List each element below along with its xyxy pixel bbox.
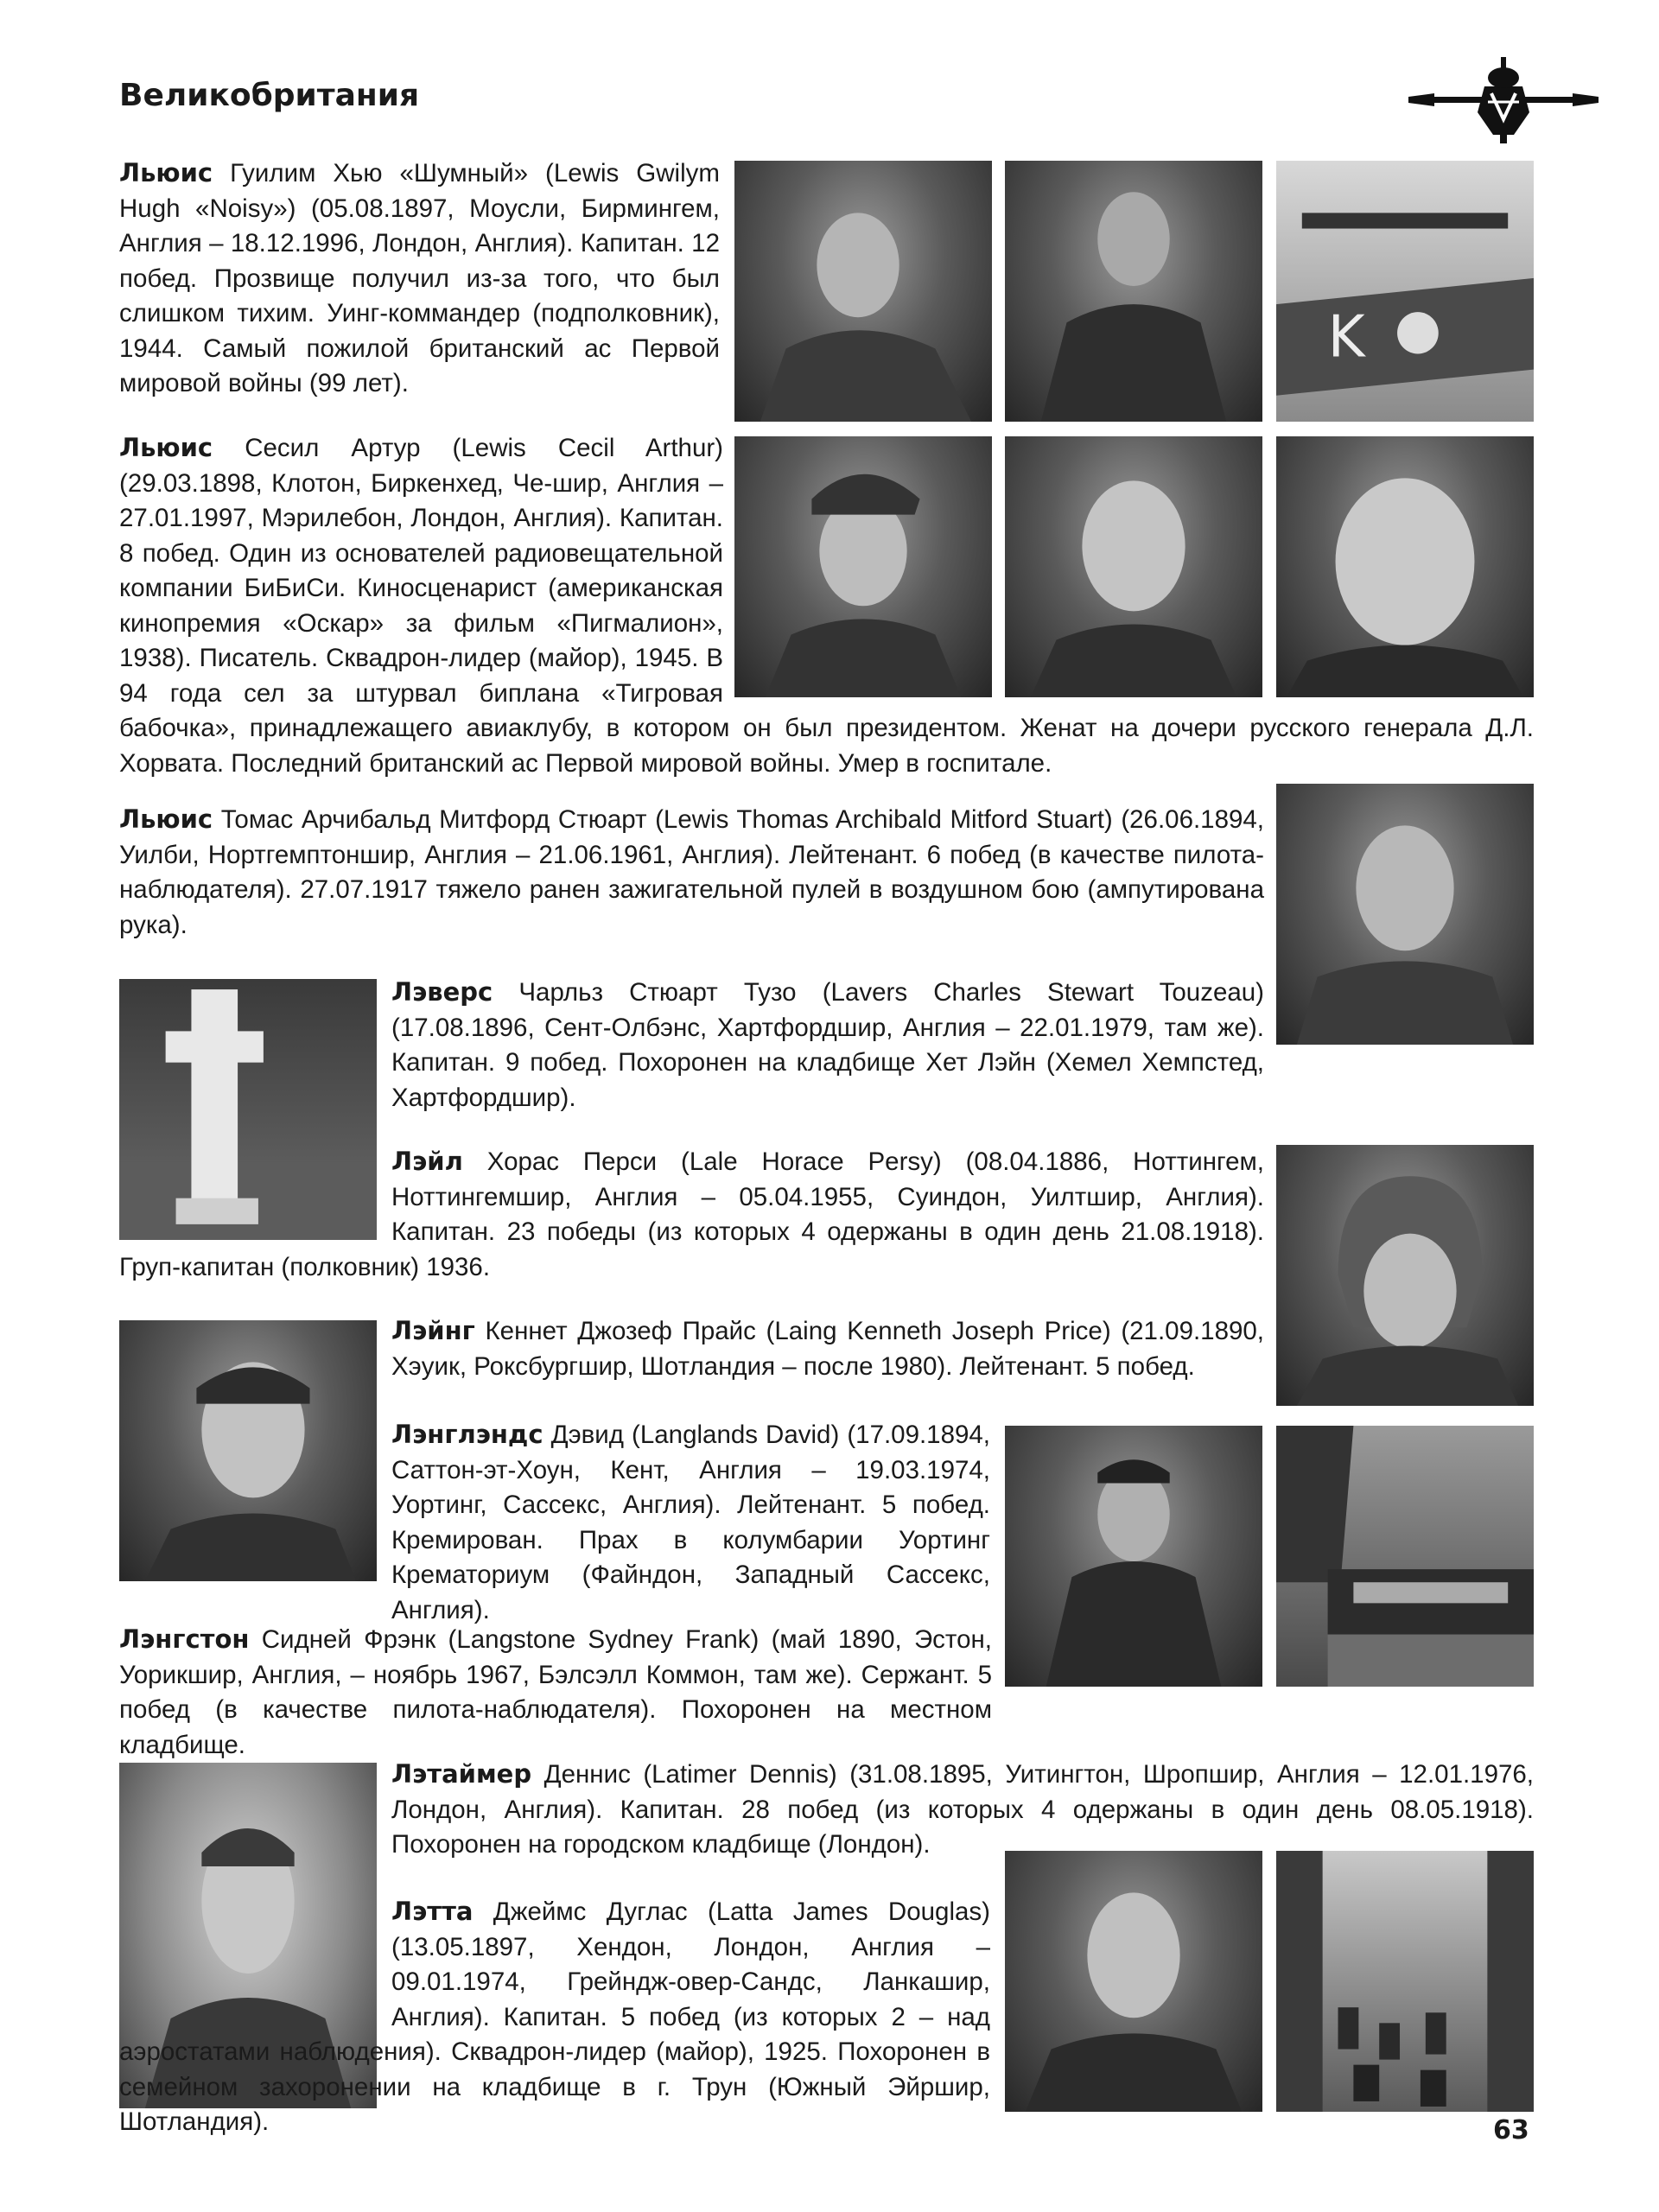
bio-surname: Лэтаймер xyxy=(391,1759,532,1789)
bio-text: Деннис (Latimer Dennis) (31.08.1895, Уитингтон, Шропшир, Англия – 12.01.1976, Лондон, Англия). Капитан. 28 побед (из которых 4 одержаны в один день 08.05.1918). Похоронен на городском кладбище (Лондон). xyxy=(391,1760,1534,1859)
page-number: 63 xyxy=(1493,2115,1529,2145)
bio-text: Гуилим Хью «Шумный» (Lewis Gwilym Hugh «Noisy») (05.08.1897, Моусли, Бирмингем, Англия – 18.12.1996, Лондон, Англия). Капитан. 12 побед. Прозвище получил из-за того, что был слишком тихим. Уинг-коммандер (подполковник), 1944. Самый пожилой британский ас Первой мировой войны (99 лет). xyxy=(119,159,720,397)
bio-text: Джеймс Дуглас (Latta James Douglas) (13.05.1897, Хендон, Лондон, Англия – 09.01.1974, Грейндж-овер-Сандс, Ланкашир, Англия). Капитан. 5 побед (из которых 2 – над аэростатами наблюдения). Сквадрон-лидер (майор), 1925. Похоронен в семейном захоронении на кладбище в г. Трун (Южный Эйршир, Шотландия). xyxy=(119,1897,990,2136)
photo-elderly-lewis-cecil xyxy=(1276,436,1534,697)
bio-entry-laing xyxy=(391,1313,1264,1384)
bio-surname: Льюис xyxy=(119,158,213,188)
photo-portrait-latta xyxy=(1005,1851,1262,2112)
photo-portrait-lewis-thomas xyxy=(1276,784,1534,1045)
bio-text: Чарльз Стюарт Тузо (Lavers Charles Stewart Touzeau) (17.08.1896, Сент-Олбэнс, Хартфордшир, Англия – 22.01.1979, там же). Капитан. 9 побед. Похоронен на кладбище Хет Лэйн (Хемел Хемпстед, Хартфордшир). xyxy=(391,978,1264,1112)
bio-surname: Лэнгстон xyxy=(119,1624,250,1654)
bio-entry-langstone xyxy=(119,1622,992,1763)
bio-surname: Льюис xyxy=(119,433,213,462)
photo-flying-helmet-lale xyxy=(1276,1145,1534,1406)
biplane-emblem-icon xyxy=(1408,52,1599,147)
photo-float-spacer xyxy=(119,1894,391,2032)
bio-text: Томас Арчибальд Митфорд Стюарт (Lewis Thomas Archibald Mitford Stuart) (26.06.1894, Уилби, Нортгемптоншир, Англия – 21.06.1961, Англия). Лейтенант. 6 побед (в качестве пилота-наблюдателя). 27.07.1917 тяжело ранен зажигательной пулей в воздушном бою (ампутирована рука). xyxy=(119,805,1264,939)
bio-text: Дэвид (Langlands David) (17.09.1894, Саттон-эт-Хоун, Кент, Англия – 19.03.1974, Уортинг, Сассекс, Англия). Лейтенант. 5 побед. Кремирован. Прах в колумбарии Уортинг Крематориум (Файндон, Западный Сассекс, Англия). xyxy=(391,1421,990,1624)
bio-entry-lewis-gwilym xyxy=(119,156,720,402)
bio-text: Сесил Артур (Lewis Cecil Arthur) (29.03.1898, Клотон, Биркенхед, Че-шир, Англия – 27.01.1997, Мэрилебон, Лондон, Англия). Капитан. 8 побед. Один из основателей радиовещательной компании БиБиСи. Киносценарист (американская кинопремия «Оскар» за фильм «Пигмалион», 1938). Писатель. Сквадрон-лидер (майор), 1945. В 94 года сел за штурвал биплана «Тигровая бабочка», принадлежащего авиаклубу, в котором он был президентом. Женат на дочери русского генерала Д.Л. Хорвата. Последний британский ас Первой мировой войны. Умер в госпитале. xyxy=(119,434,1534,778)
photo-cemetery-troon xyxy=(1276,1851,1534,2112)
photo-float-spacer xyxy=(119,1144,391,1248)
bio-text: Хорас Перси (Lale Horace Persy) (08.04.1886, Ноттингем, Ноттингемшир, Англия – 05.04.1955, Суиндон, Уилтшир, Англия). Капитан. 23 победы (из которых 4 одержаны в один день 21.08.1918). Груп-капитан (полковник) 1936. xyxy=(119,1147,1264,1281)
photo-portrait-langlands xyxy=(1005,1426,1262,1687)
photo-young-lewis-cecil xyxy=(1005,436,1262,697)
bio-entry-lewis-thomas xyxy=(119,802,1264,943)
svg-text:K: K xyxy=(1327,303,1365,371)
bio-entry-lavers xyxy=(391,975,1264,1116)
bio-surname: Лэнглэндс xyxy=(391,1420,543,1449)
bio-surname: Лэйнг xyxy=(391,1316,475,1345)
photo-cap-lewis-cecil xyxy=(734,436,992,697)
bio-surname: Лэверс xyxy=(391,977,493,1007)
photo-biplane-cockpit xyxy=(1276,161,1534,422)
bio-text: Кеннет Джозеф Прайс (Laing Kenneth Joseph Price) (21.09.1890, Хэуик, Роксбургшир, Шотландия – после 1980). Лейтенант. 5 побед. xyxy=(391,1317,1264,1381)
bio-surname: Льюис xyxy=(119,804,213,834)
photo-portrait-lewis-gwilym xyxy=(734,161,992,422)
bio-text: Сидней Фрэнк (Langstone Sydney Frank) (май 1890, Эстон, Уорикшир, Англия, – ноябрь 1967, Бэлсэлл Коммон, там же). Сержант. 5 побед (в качестве пилота-наблюдателя). Похоронен на местном кладбище. xyxy=(119,1625,992,1759)
bio-surname: Лэйл xyxy=(391,1147,463,1176)
bio-surname: Лэтта xyxy=(391,1897,474,1926)
bio-entry-latta xyxy=(119,1894,990,2140)
section-title: Великобритания xyxy=(119,78,420,113)
bio-entry-latimer xyxy=(391,1757,1534,1863)
photo-uniform-lewis-gwilym xyxy=(1005,161,1262,422)
bio-entry-lale xyxy=(119,1144,1264,1285)
photo-portrait-laing xyxy=(119,1320,377,1581)
bio-entry-langlands xyxy=(391,1417,990,1628)
photo-crematorium-building xyxy=(1276,1426,1534,1687)
